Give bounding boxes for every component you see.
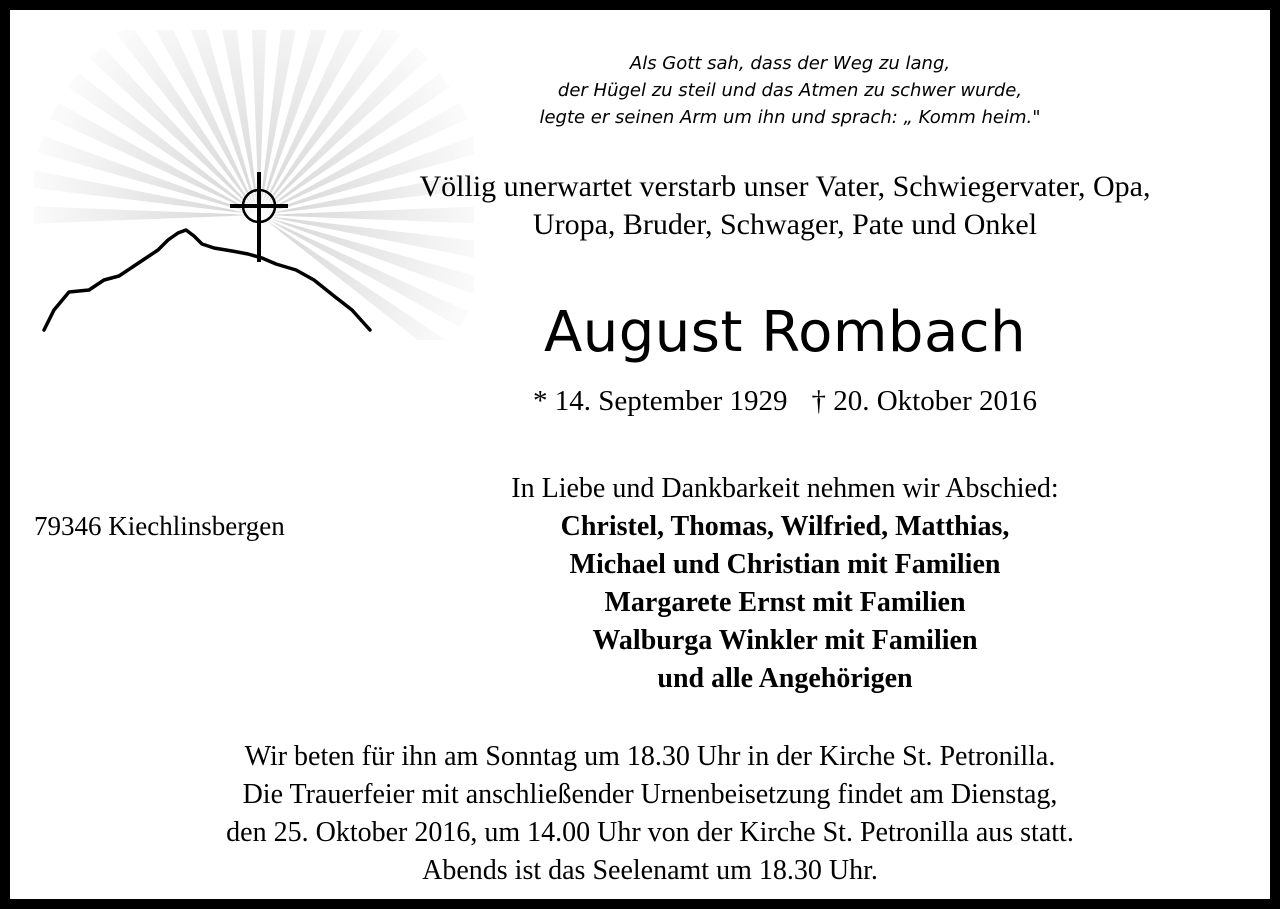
birth-date: * 14. September 1929 [532,385,788,417]
intro-line: Uropa, Bruder, Schwager, Pate und Onkel [532,208,1038,241]
farewell-block [410,470,1160,698]
address: 79346 Kiechlinsbergen [34,511,285,541]
death-announcement [345,168,1225,244]
mourner-line: Margarete Ernst mit Familien [604,587,966,618]
mourner-line: Christel, Thomas, Wilfried, Matthias, [560,511,1010,542]
poem-line: der Hügel zu steil und das Atmen zu schwer wurde, [557,80,1023,101]
farewell-label: In Liebe und Dankbarkeit nehmen wir Abschied: [511,473,1059,504]
mourner-line: Walburga Winkler mit Familien [592,625,978,656]
service-line: Die Trauerfeier mit anschließender Urnenbeisetzung findet am Dienstag, [242,779,1058,810]
mourner-line: Michael und Christian mit Familien [569,549,1001,580]
death-date: † 20. Oktober 2016 [811,385,1038,417]
poem [440,50,1140,131]
poem-line: legte er seinen Arm um ihn und sprach: „ Komm heim." [539,107,1041,128]
life-dates [430,381,1140,421]
service-line: Abends ist das Seelenamt um 18.30 Uhr. [422,855,878,886]
deceased-name: August Rombach [543,300,1027,365]
service-line: den 25. Oktober 2016, um 14.00 Uhr von der Kirche St. Petronilla aus statt. [226,817,1074,848]
service-line: Wir beten für ihn am Sonntag um 18.30 Uhr in der Kirche St. Petronilla. [244,741,1056,772]
service-info [50,738,1250,890]
mourner-line: und alle Angehörigen [657,663,913,694]
intro-line: Völlig unerwartet verstarb unser Vater, Schwiegervater, Opa, [419,170,1151,203]
poem-line: Als Gott sah, dass der Weg zu lang, [629,53,951,74]
